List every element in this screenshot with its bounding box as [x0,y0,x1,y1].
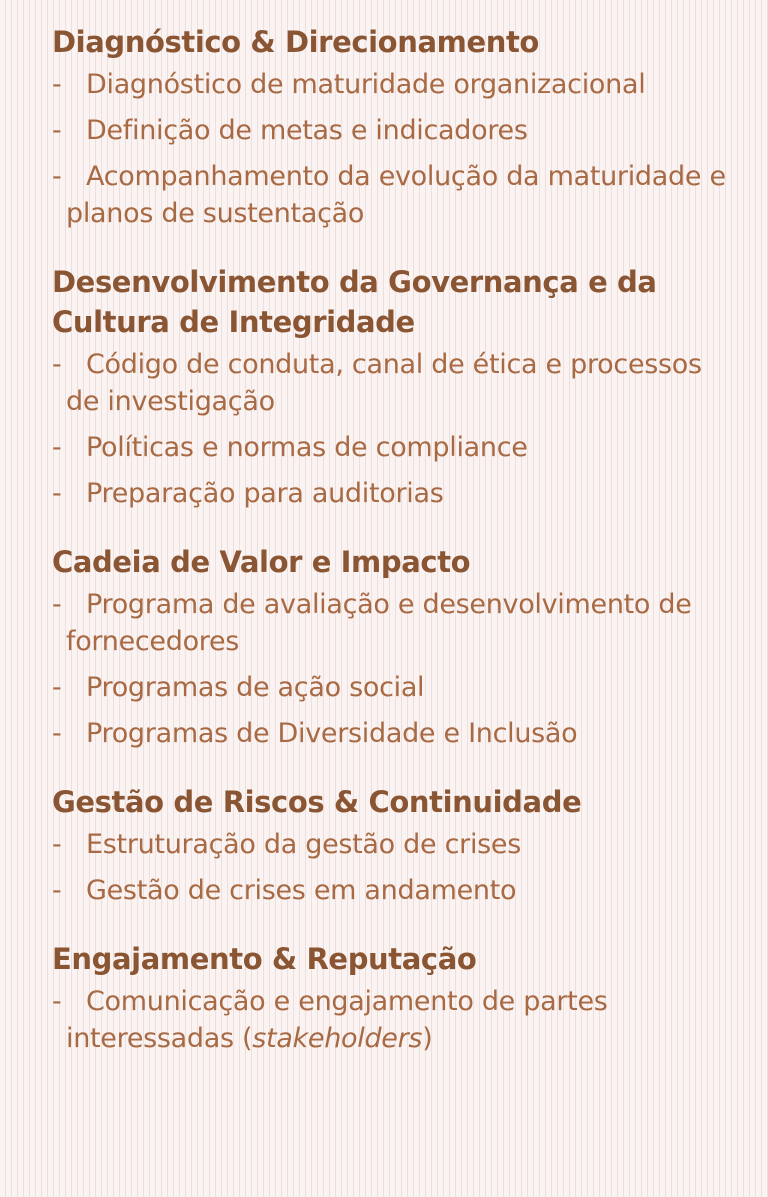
item-list [52,586,758,752]
bullet-dash: - [52,589,62,620]
item-text: Preparação para auditorias [86,478,444,509]
item-text-line: fornecedores [66,626,240,657]
bullet-dash: - [52,161,62,192]
bullet-dash: - [52,718,62,749]
section-governanca [52,262,758,512]
list-item [52,346,758,420]
item-text-emphasis: stakeholders [252,1023,423,1054]
bullet-dash: - [52,69,62,100]
bullet-dash: - [52,672,62,703]
item-text-line: Código de conduta, canal de ética e processos [86,349,702,380]
bullet-dash: - [52,478,62,509]
bullet-dash: - [52,829,62,860]
section-title: Cadeia de Valor e Impacto [52,545,471,579]
section-riscos [52,782,758,909]
item-text: Programas de ação social [86,672,425,703]
item-text: Programas de Diversidade e Inclusão [86,718,578,749]
item-text [66,161,758,232]
list-item [52,112,758,149]
list-item [52,429,758,466]
section-title: Engajamento & Reputação [52,942,477,976]
item-text: Definição de metas e indicadores [86,115,528,146]
section-engajamento [52,939,758,1057]
item-list [52,66,758,232]
list-item [52,826,758,863]
section-title-line: Desenvolvimento da Governança e da [52,265,657,299]
section-title: Diagnóstico & Direcionamento [52,25,539,59]
services-list [52,22,758,1087]
item-text: Gestão de crises em andamento [86,875,517,906]
bullet-dash: - [52,875,62,906]
item-text-line: Comunicação e engajamento de partes [86,986,608,1017]
bullet-dash: - [52,115,62,146]
list-item [52,586,758,660]
section-cadeia-valor [52,542,758,752]
item-text: Diagnóstico de maturidade organizacional [86,69,646,100]
item-text [66,589,758,660]
item-list [52,826,758,909]
list-item [52,872,758,909]
item-text-segment: interessadas ( [66,1023,253,1054]
section-title: Gestão de Riscos & Continuidade [52,785,582,819]
list-item [52,715,758,752]
bullet-dash: - [52,986,62,1017]
item-text-line [66,1020,758,1057]
item-text [66,349,758,420]
item-list [52,346,758,512]
item-text-line: planos de sustentação [66,198,365,229]
item-text: Estruturação da gestão de crises [86,829,522,860]
item-text: Políticas e normas de compliance [86,432,528,463]
item-text-segment: ) [422,1023,433,1054]
section-title-line: Cultura de Integridade [52,305,415,339]
list-item [52,669,758,706]
list-item [52,475,758,512]
item-list [52,983,758,1057]
item-text-line: Programa de avaliação e desenvolvimento de [86,589,692,620]
list-item [52,158,758,232]
bullet-dash: - [52,432,62,463]
section-diagnostico [52,22,758,232]
item-text [66,986,758,1057]
item-text-line: de investigação [66,386,275,417]
item-text-line: Acompanhamento da evolução da maturidade e [86,161,726,192]
bullet-dash: - [52,349,62,380]
section-title [52,262,758,342]
list-item [52,66,758,103]
list-item [52,983,758,1057]
